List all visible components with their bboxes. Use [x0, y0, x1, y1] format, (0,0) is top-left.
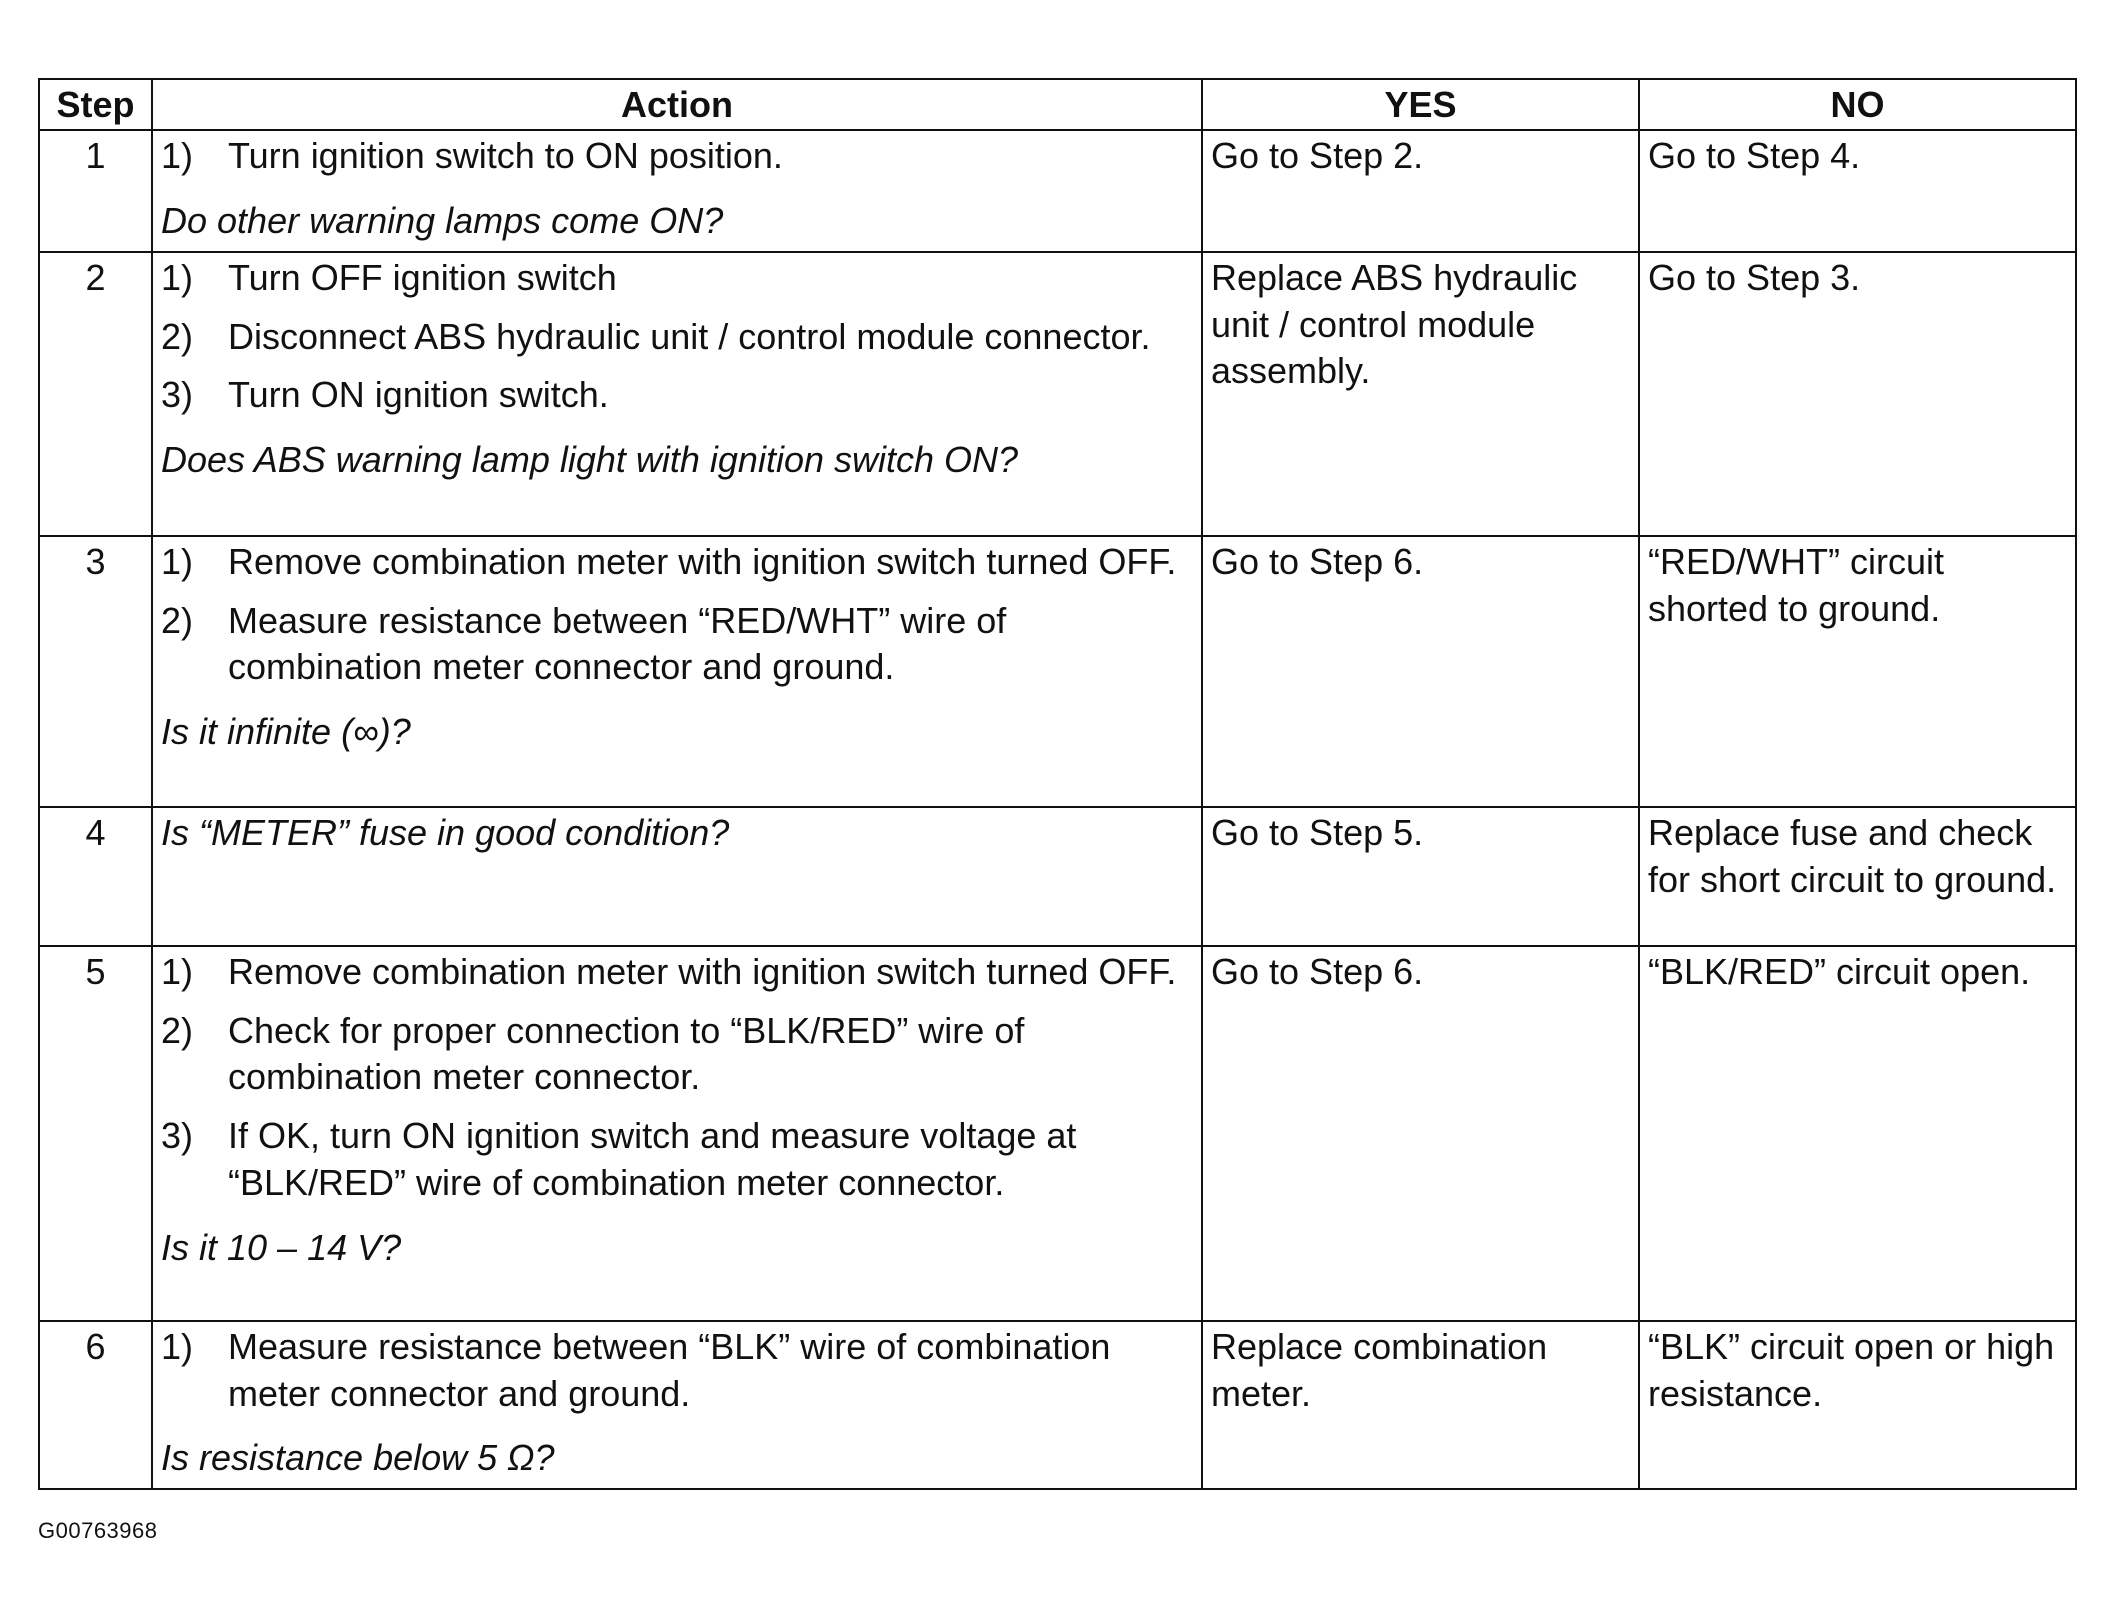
diagnostic-table [38, 78, 2077, 1490]
sub-step-text: Remove combination meter with ignition switch turned OFF. [228, 540, 1177, 582]
step-number: 6 [39, 1321, 152, 1489]
header-action: Action [152, 79, 1202, 130]
sub-step-number: 1) [161, 134, 194, 176]
table-row [39, 807, 2076, 946]
step-question: Does ABS warning lamp light with ignition switch ON? [161, 439, 1019, 481]
step-question: Is resistance below 5 Ω? [161, 1437, 555, 1479]
table-body [39, 130, 2076, 1489]
no-result: Replace fuse and check for short circuit to ground. [1639, 807, 2076, 946]
table-row [39, 252, 2076, 536]
step-question: Is it infinite (∞)? [161, 711, 411, 753]
sub-step-text: Disconnect ABS hydraulic unit / control module connector. [228, 315, 1151, 357]
step-number: 3 [39, 536, 152, 807]
yes-result: Go to Step 6. [1202, 536, 1639, 807]
step-number: 2 [39, 252, 152, 536]
action-sub-step [161, 314, 1191, 361]
yes-result: Go to Step 5. [1202, 807, 1639, 946]
no-result: Go to Step 3. [1639, 252, 2076, 536]
action-cell [152, 946, 1202, 1321]
sub-step-number: 1) [161, 1325, 194, 1367]
table-row [39, 946, 2076, 1321]
yes-result: Replace combination meter. [1202, 1321, 1639, 1489]
header-step: Step [39, 79, 152, 130]
sub-step-text: Check for proper connection to “BLK/RED” wire of combination meter connector. [228, 1009, 1025, 1098]
table-row [39, 536, 2076, 807]
action-cell [152, 1321, 1202, 1489]
step-number: 5 [39, 946, 152, 1321]
sub-step-number: 2) [161, 1009, 194, 1051]
table-row [39, 1321, 2076, 1489]
step-number: 1 [39, 130, 152, 252]
sub-step-text: If OK, turn ON ignition switch and measure voltage at “BLK/RED” wire of combination meter connector. [228, 1115, 1077, 1203]
table-header-row [39, 79, 2076, 130]
no-result: “BLK/RED” circuit open. [1639, 946, 2076, 1321]
figure-id: G00763968 [38, 1518, 158, 1543]
yes-result: Replace ABS hydraulic unit / control module assembly. [1202, 252, 1639, 536]
action-sub-step [161, 1113, 1191, 1207]
sub-step-text: Measure resistance between “RED/WHT” wire of combination meter connector and ground. [228, 599, 1007, 688]
no-result: Go to Step 4. [1639, 130, 2076, 252]
yes-result: Go to Step 2. [1202, 130, 1639, 252]
action-sub-step [161, 1008, 1191, 1102]
sub-step-text: Remove combination meter with ignition switch turned OFF. [228, 950, 1177, 992]
action-sub-step [161, 1324, 1191, 1418]
action-cell [152, 130, 1202, 252]
sub-step-number: 3) [161, 1115, 194, 1157]
action-sub-step [161, 133, 1191, 180]
header-no: NO [1639, 79, 2076, 130]
sub-step-number: 1) [161, 950, 194, 992]
sub-step-number: 1) [161, 540, 194, 582]
sub-step-text: Turn ON ignition switch. [228, 374, 609, 416]
no-result: “RED/WHT” circuit shorted to ground. [1639, 536, 2076, 807]
sub-step-number: 3) [161, 374, 194, 416]
sub-step-number: 2) [161, 599, 194, 641]
action-cell [152, 536, 1202, 807]
table-row [39, 130, 2076, 252]
action-sub-step [161, 372, 1191, 419]
sub-step-text: Measure resistance between “BLK” wire of combination meter connector and ground. [228, 1325, 1111, 1414]
step-number: 4 [39, 807, 152, 946]
action-sub-step [161, 255, 1191, 302]
sub-step-text: Turn OFF ignition switch [228, 256, 617, 298]
header-yes: YES [1202, 79, 1639, 130]
action-cell [152, 807, 1202, 946]
step-question: Is “METER” fuse in good condition? [161, 811, 730, 853]
step-question: Do other warning lamps come ON? [161, 199, 724, 241]
sub-step-number: 1) [161, 256, 194, 298]
yes-result: Go to Step 6. [1202, 946, 1639, 1321]
action-cell [152, 252, 1202, 536]
sub-step-number: 2) [161, 315, 194, 357]
step-question: Is it 10 – 14 V? [161, 1226, 402, 1268]
action-sub-step [161, 949, 1191, 996]
no-result: “BLK” circuit open or high resistance. [1639, 1321, 2076, 1489]
action-sub-step [161, 598, 1191, 692]
sub-step-text: Turn ignition switch to ON position. [228, 134, 783, 176]
action-sub-step [161, 539, 1191, 586]
